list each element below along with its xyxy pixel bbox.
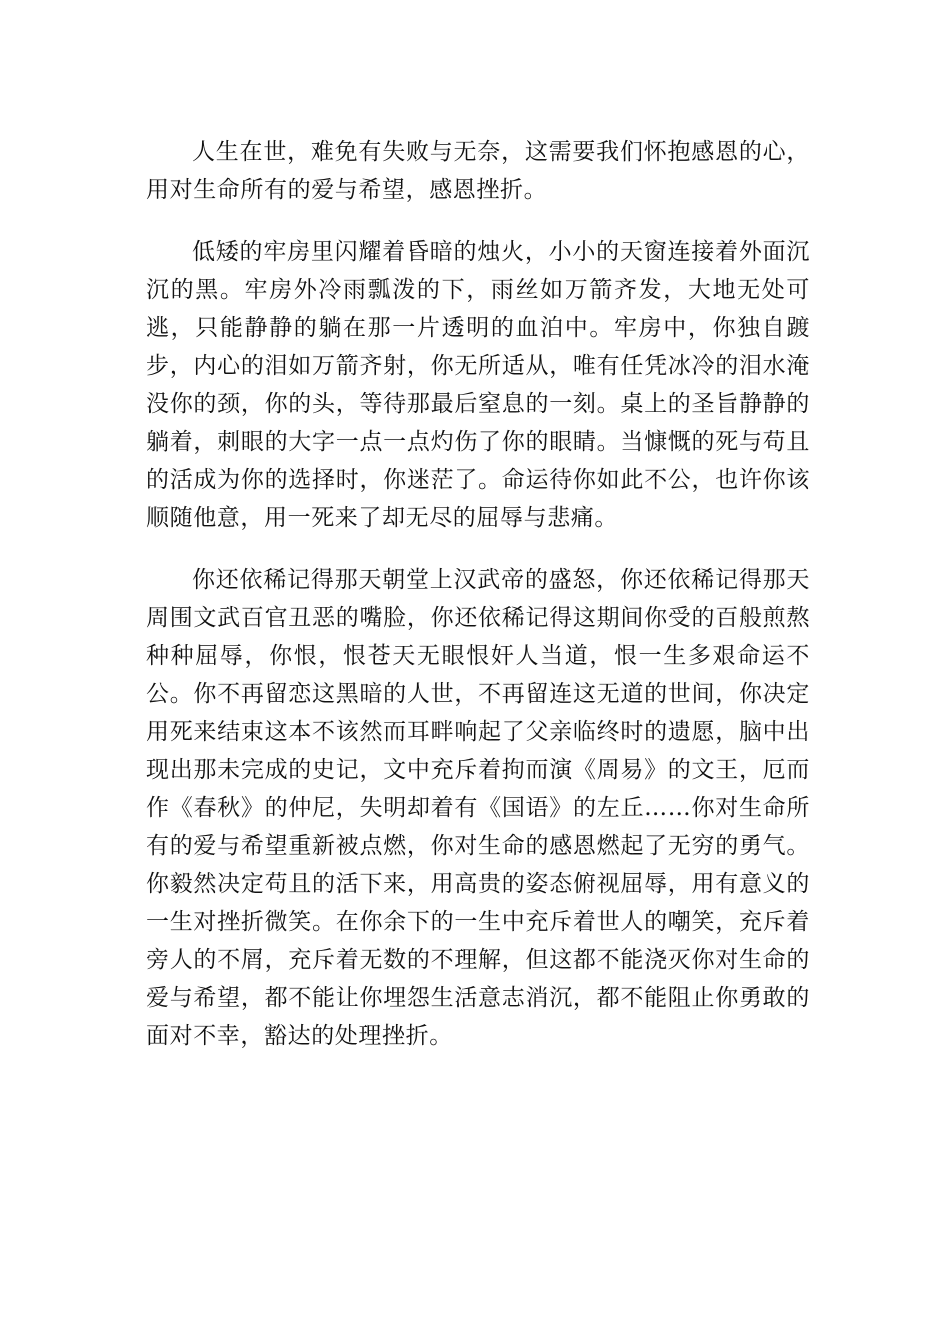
paragraph-prison-scene: 低矮的牢房里闪耀着昏暗的烛火，小小的天窗连接着外面沉沉的黑。牢房外冷雨瓢泼的下，雨丝如万箭齐发，大地无处可逃，只能静静的躺在那一片透明的血泊中。牢房中，你独自踱步，内心的泪如万箭齐射，你无所适从，唯有任凭冰冷的泪水淹没你的颈，你的头，等待那最后窒息的一刻。桌上的圣旨静静的躺着，刺眼的大字一点一点灼伤了你的眼睛。当慷慨的死与苟且的活成为你的选择时，你迷茫了。命运待你如此不公，也许你该顺随他意，用一死来了却无尽的屈辱与悲痛。: [146, 239, 810, 531]
document-body: [146, 133, 810, 1079]
paragraph-intro: 人生在世，难免有失败与无奈，这需要我们怀抱感恩的心，用对生命所有的爱与希望，感恩挫折。: [146, 139, 810, 203]
paragraph-memory: 你还依稀记得那天朝堂上汉武帝的盛怒，你还依稀记得那天周围文武百官丑恶的嘴脸，你还依稀记得这期间你受的百般煎熬种种屈辱，你恨，恨苍天无眼恨奸人当道，恨一生多艰命运不公。你不再留恋这黑暗的人世，不再留连这无道的世间，你决定用死来结束这本不该然而耳畔响起了父亲临终时的遗愿，脑中出现出那未完成的史记，文中充斥着拘而演《周易》的文王，厄而作《春秋》的仲尼，失明却着有《国语》的左丘……你对生命所有的爱与希望重新被点燃，你对生命的感恩燃起了无穷的勇气。你毅然决定苟且的活下来，用高贵的姿态俯视屈辱，用有意义的一生对挫折微笑。在你余下的一生中充斥着世人的嘲笑，充斥着旁人的不屑，充斥着无数的不理解，但这都不能浇灭你对生命的爱与希望，都不能让你埋怨生活意志消沉，都不能阻止你勇敢的面对不幸，豁达的处理挫折。: [146, 567, 810, 1049]
